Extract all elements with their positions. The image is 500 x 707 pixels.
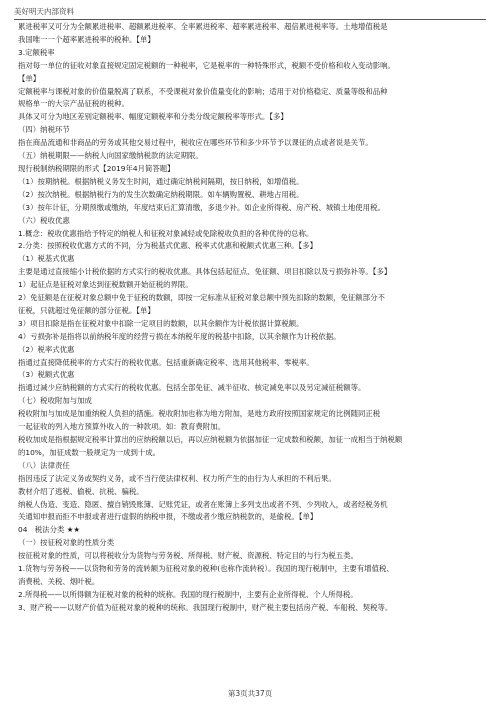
text-line: （八）法律责任 (18, 460, 70, 470)
page-footer: 第3页共37页 (227, 689, 273, 698)
text-line: 1.概念：税收优惠指给予特定的纳税人和征税对象减轻或免除税收负担的各种优待的总称。 (18, 228, 314, 238)
text-line: 3.定额税率 (18, 47, 55, 57)
text-line: 我国唯一一个超率累进税率的税种。【单】 (18, 34, 155, 44)
text-line: 指因违反了法定义务或契约义务，或不当行使法律权利、权力所产生的由行为人承担的不利后果。 (18, 473, 336, 483)
text-line: 现行税制纳税期限的形式【2019年4月简答题】 (18, 163, 175, 173)
text-line: 3）项目扣除是指在征税对象中扣除一定项目的数额，以其余额作为计税依据计算税额。 (18, 318, 304, 328)
text-line: （四）纳税环节 (18, 125, 70, 135)
text-line: （1）税基式优惠 (18, 254, 75, 264)
text-line: （五）纳税期限——纳税人向国家缴纳税款的法定期限。 (18, 151, 203, 161)
document-body (18, 21, 486, 615)
page-header: 美好明天内部资料 (14, 6, 486, 20)
text-line: 04 税法分类 ★★ (18, 525, 80, 535)
text-line: 3、财产税——以财产价值为征税对象的税种的统称。我国现行税制中，财产税主要包括房产税、车船税、契税等。 (18, 602, 393, 612)
text-line: 关通知申报而拒不申报或者进行虚假的纳税申报，不缴或者少缴应纳税款的，是偷税。【单】 (18, 512, 318, 522)
text-line: 累进税率又可分为全额累进税率、超额累进税率、全率累进税率、超率累进税率、超倍累进税率等。土地增值税是 (18, 22, 388, 31)
text-line: 【单】 (18, 73, 41, 83)
text-line: （3）按年计征，分期预缴或缴纳，年度结束后汇算清缴，多退少补。如企业所得税、房产税、城镇土地使用税。 (18, 202, 385, 212)
text-line: （六）税收优惠 (18, 215, 70, 225)
text-line: 按征税对象的性质，可以将税收分为货物与劳务税、所得税、财产税、资源税、特定目的与行为税五类。 (18, 551, 358, 561)
text-line: 一起征收的列入地方预算外收入的一种款项。如：教育费附加。 (18, 422, 225, 432)
text-line: 2.分类：按照税收优惠方式的不同，分为税基式优惠、税率式优惠和税额式优惠三种。【多】 (18, 241, 317, 251)
text-line: （一）按征税对象的性质分类 (18, 538, 115, 548)
text-line: 定额税率与课税对象的价值量脱离了联系，不受课税对象价值量变化的影响；适用于对价格稳定、质量等级和品种 (18, 86, 388, 96)
text-line: 纳税人伪造、变造、隐匿、擅自销毁账簿、记账凭证，或者在账簿上多列支出或者不列、少列收入，或者经税务机 (18, 499, 388, 509)
text-line: 的10%，加征成数一般规定为一成到十成。 (18, 447, 161, 457)
text-line: 2）免征额是在征税对象总额中免于征税的数额，即按一定标准从征税对象总额中预先扣除的数额，免征额部分不 (18, 293, 385, 303)
text-line: （1）按期纳税。根据纳税义务发生时间，通过确定纳税间隔期，按日纳税，如增值税。 (18, 176, 304, 186)
text-line: 教材介绍了逃税、偷税、抗税、骗税。 (18, 486, 144, 496)
text-line: （七）税收附加与加成 (18, 396, 92, 406)
text-line: 规格单一的大宗产品征税的税种。 (18, 99, 129, 109)
text-line: 税收加成是指根据规定税率计算出的应纳税额以后，再以应纳税额为依据加征一定成数和税额，加征一成相当于纳税额 (18, 435, 403, 444)
text-line: 1.货物与劳务税——以货物和劳务的流转额为征税对象的税种(也称作流转税）。我国的现行税制中，主要有增值税、 (18, 564, 394, 574)
text-line: （2）税率式优惠 (18, 344, 75, 354)
text-line: 指在商品流通和非商品的劳务或其他交易过程中，税收应在哪些环节和多少环节予以课征的点或者说是关节。 (18, 138, 373, 148)
text-line: 主要是通过直接缩小计税依据的方式实行的税收优惠。具体包括起征点、免征额、项目扣除以及亏损弥补等。【多】 (18, 267, 392, 277)
text-line: 消费税、关税、烟叶税。 (18, 576, 100, 586)
text-line: 征税，只就超过免征额的部分征税。【单】 (18, 305, 155, 315)
text-line: 1）起征点是征税对象达到征税数额开始征税的界限。 (18, 280, 193, 290)
text-line: （2）按次纳税。根据纳税行为的发生次数确定纳税期限。如车辆购置税、耕地占用税。 (18, 189, 304, 199)
text-line: 2.所得税——以所得额为征税对象的税种的统称。我国的现行税制中，主要有企业所得税、个人所得税。 (18, 589, 358, 599)
text-line: 指对每一单位的征收对象直接规定固定税额的一种税率，它是税率的一种特殊形式，税额不受价格和收入变动影响。 (18, 60, 395, 70)
text-line: 指通过减少应纳税额的方式实行的税收优惠。包括全部免征、减半征收、核定减免率以及另定减征税额等。 (18, 383, 366, 393)
text-line: 税收附加与加成是加重纳税人负担的措施。税收附加也称为地方附加，是地方政府按照国家规定的比例随同正税 (18, 409, 381, 419)
text-line: 具体又可分为地区差别定额税率、幅度定额税率和分类分级定额税率等形式。【多】 (18, 112, 288, 122)
text-line: 4）亏损弥补是指将以前纳税年度的经营亏损在本纳税年度的税基中扣除，以其余额作为计税依据。 (18, 331, 341, 341)
text-line: 指通过直接降低税率的方式实行的税收优惠。包括重新确定税率、选用其他税率、零税率。 (18, 357, 314, 367)
text-line: （3）税额式优惠 (18, 370, 75, 380)
